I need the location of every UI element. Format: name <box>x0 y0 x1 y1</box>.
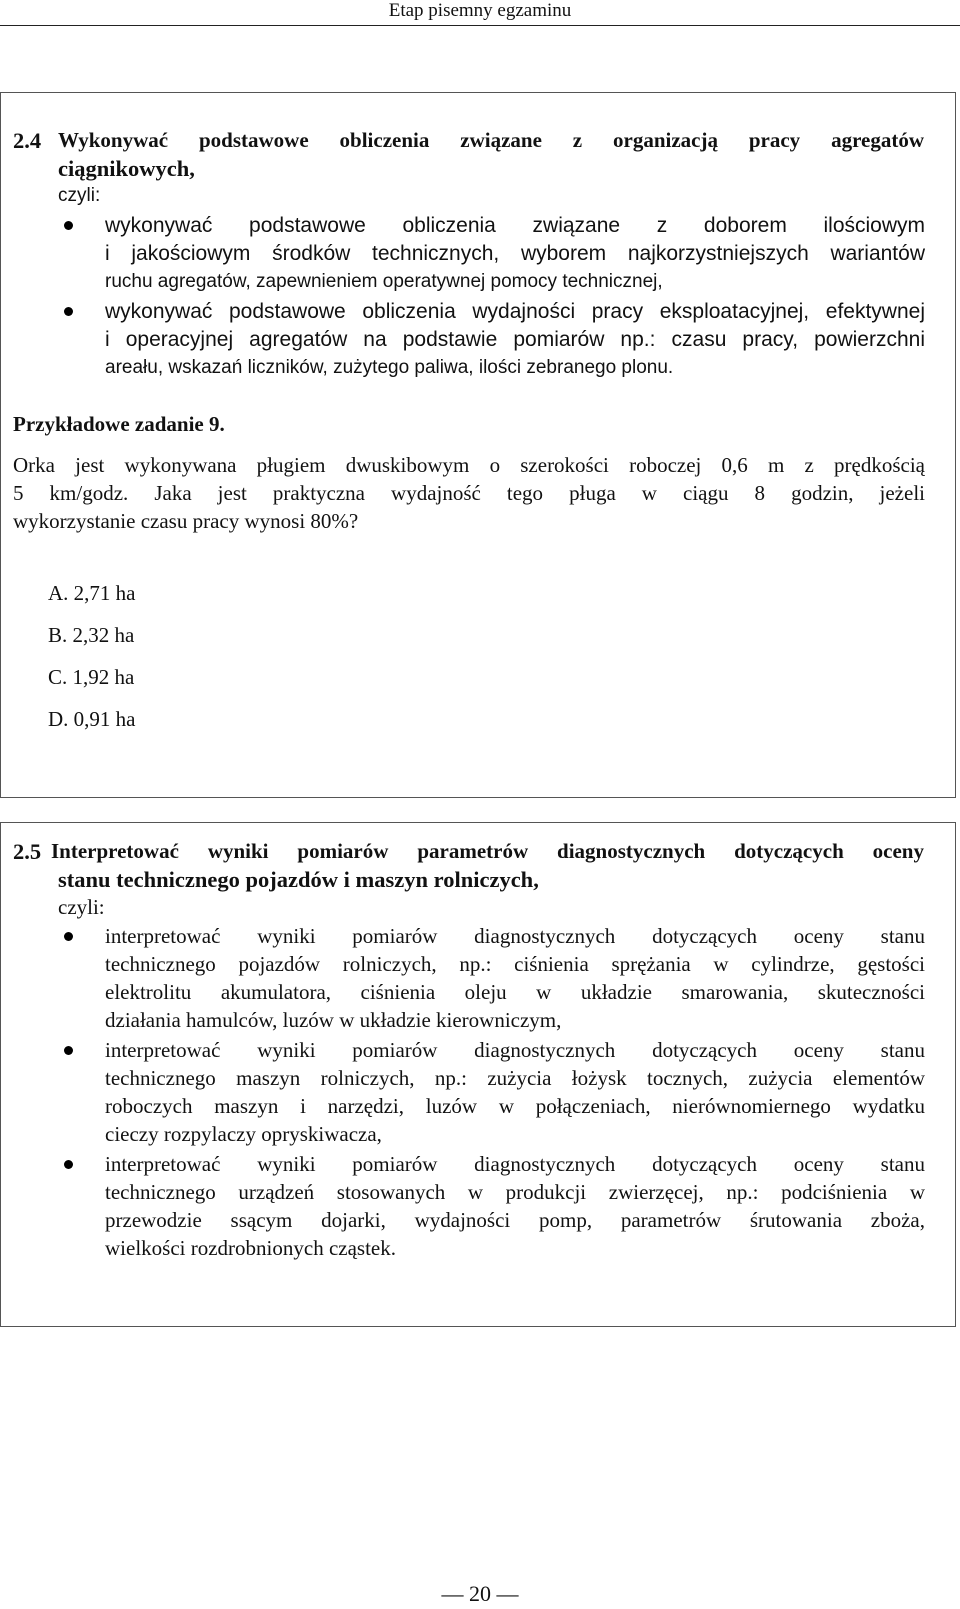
bullet-icon <box>64 1046 73 1055</box>
s24-b2-line3: areału, wskazań liczników, zużytego paliwa, ilości zebranego plonu. <box>105 357 674 378</box>
section-2-5-heading-line1: Interpretować wyniki pomiarów parametrów diagnostycznych dotyczących oceny <box>51 839 924 863</box>
answer-c: C. 1,92 ha <box>48 665 135 689</box>
s24-b1-line3: ruchu agregatów, zapewnieniem operatywnej pomocy technicznej, <box>105 271 663 292</box>
s24-b1-line2: i jakościowym środków technicznych, wyborem najkorzystniejszych wariantów <box>105 242 925 265</box>
section-2-4-heading-line1: Wykonywać podstawowe obliczenia związane z organizacją pracy agregatów <box>58 128 924 152</box>
section-2-5-number: 2.5 <box>13 839 42 864</box>
section-2-4-box <box>0 92 956 798</box>
section-2-4-heading-line2: ciągnikowych, <box>58 156 195 181</box>
bullet-icon <box>64 221 73 230</box>
section-2-4-number: 2.4 <box>13 128 42 153</box>
task-line1: Orka jest wykonywana pługiem dwuskibowym o szerokości roboczej 0,6 m z prędkością <box>13 453 925 477</box>
task-line3: wykorzystanie czasu pracy wynosi 80%? <box>13 509 359 533</box>
section-2-4-czyli: czyli: <box>58 185 101 206</box>
answer-b: B. 2,32 ha <box>48 623 135 647</box>
s25-b1-line3: elektrolitu akumulatora, ciśnienia oleju w układzie smarowania, skuteczności <box>105 980 925 1004</box>
page-header: Etap pisemny egzaminu <box>388 0 572 21</box>
section-2-5-box <box>0 822 956 1327</box>
page-number: — 20 — <box>441 1581 519 1606</box>
s24-b2-line1: wykonywać podstawowe obliczenia wydajności pracy eksploatacyjnej, efektywnej <box>105 300 925 323</box>
s25-b3-line2: technicznego urządzeń stosowanych w produkcji zwierzęcej, np.: podciśnienia w <box>105 1180 925 1204</box>
answer-a: A. 2,71 ha <box>48 581 136 605</box>
s25-b1-line1: interpretować wyniki pomiarów diagnostycznych dotyczących oceny stanu <box>105 924 925 948</box>
s25-b2-line1: interpretować wyniki pomiarów diagnostycznych dotyczących oceny stanu <box>105 1038 925 1062</box>
s25-b3-line1: interpretować wyniki pomiarów diagnostycznych dotyczących oceny stanu <box>105 1152 925 1176</box>
section-2-5-czyli: czyli: <box>58 895 105 919</box>
bullet-icon <box>64 932 73 941</box>
task-line2: 5 km/godz. Jaka jest praktyczna wydajność tego pługa w ciągu 8 godzin, jeżeli <box>13 481 925 505</box>
s25-b1-line2: technicznego pojazdów rolniczych, np.: ciśnienia sprężania w cylindrze, gęstości <box>105 952 925 976</box>
s24-b2-line2: i operacyjnej agregatów na podstawie pomiarów np.: czasu pracy, powierzchni <box>105 328 925 351</box>
bullet-icon <box>64 1160 73 1169</box>
section-2-5-heading-line2: stanu technicznego pojazdów i maszyn rolniczych, <box>58 867 539 892</box>
s25-b2-line3: roboczych maszyn i narzędzi, luzów w połączeniach, nierównomiernego wydatku <box>105 1094 925 1118</box>
s25-b2-line2: technicznego maszyn rolniczych, np.: zużycia łożysk tocznych, zużycia elementów <box>105 1066 925 1090</box>
s25-b1-line4: działania hamulców, luzów w układzie kierowniczym, <box>105 1008 562 1032</box>
s25-b2-line4: cieczy rozpylaczy opryskiwacza, <box>105 1122 382 1146</box>
bullet-icon <box>64 307 73 316</box>
header-divider <box>0 25 960 26</box>
answer-d: D. 0,91 ha <box>48 707 136 731</box>
task-title: Przykładowe zadanie 9. <box>13 412 225 436</box>
s25-b3-line3: przewodzie ssącym dojarki, wydajności pomp, parametrów śrutowania zboża, <box>105 1208 925 1232</box>
s25-b3-line4: wielkości rozdrobnionych cząstek. <box>105 1236 396 1260</box>
s24-b1-line1: wykonywać podstawowe obliczenia związane z doborem ilościowym <box>105 214 925 237</box>
